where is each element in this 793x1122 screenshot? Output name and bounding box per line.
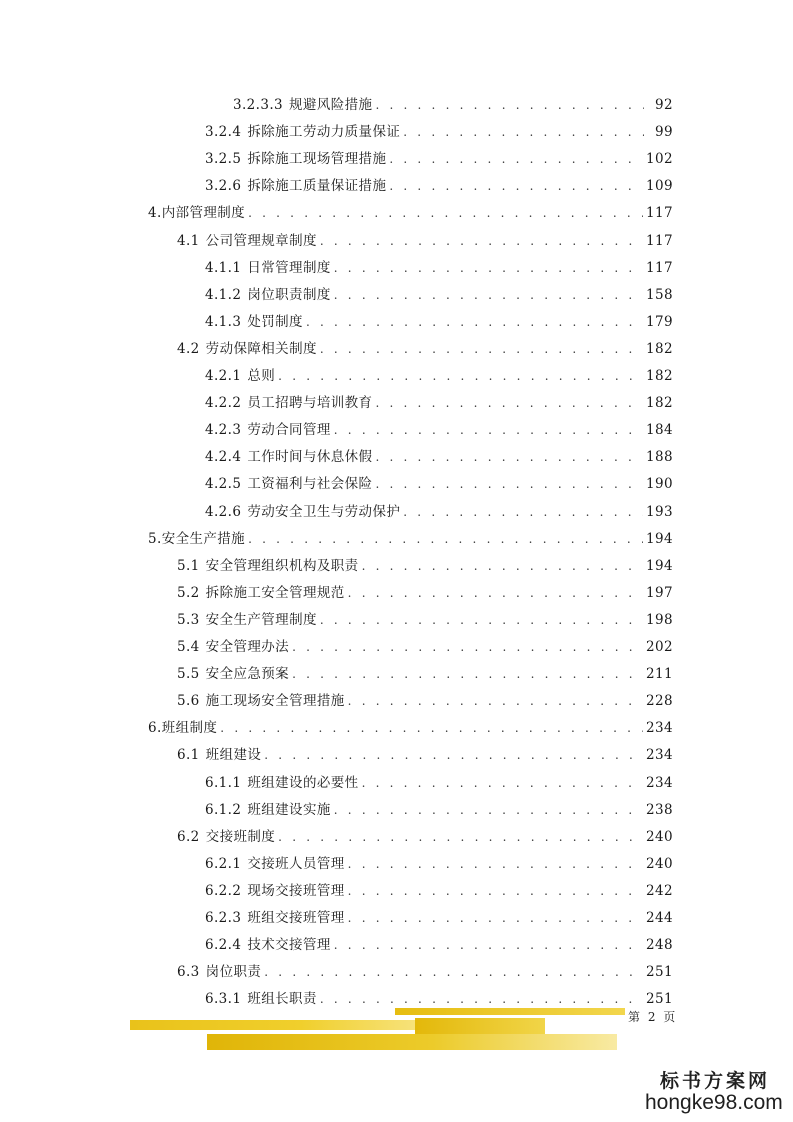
toc-page-number: 117: [646, 205, 673, 221]
toc-number: 4.2.5: [205, 476, 242, 492]
toc-page-number: 234: [646, 747, 673, 763]
toc-number: 4.2.4: [205, 449, 242, 465]
toc-page-number: 234: [646, 720, 673, 736]
toc-page-number: 238: [646, 802, 673, 818]
toc-leader-dots: [403, 121, 644, 143]
toc-page-number: 197: [646, 585, 673, 601]
toc-number: 6.1.1: [205, 775, 242, 791]
toc-title: 劳动保障相关制度: [205, 341, 317, 357]
toc-entry: [205, 365, 673, 387]
toc-number: 6.1.2: [205, 802, 242, 818]
toc-leader-dots: [375, 392, 643, 414]
toc-page-number: 190: [646, 476, 673, 492]
toc-page-number: 102: [646, 151, 673, 167]
toc-title: 安全管理办法: [205, 639, 290, 655]
toc-leader-dots: [248, 202, 643, 224]
toc-leader-dots: [278, 365, 643, 387]
toc-leader-dots: [334, 934, 643, 956]
toc-page-number: 240: [646, 829, 673, 845]
toc-entry: [205, 148, 673, 170]
toc-leader-dots: [375, 446, 643, 468]
toc-title: 规避风险措施: [289, 97, 373, 113]
footer-decor-bar: [207, 1034, 617, 1050]
toc-number: 4.1: [177, 233, 200, 249]
toc-number: 4.2.1: [205, 368, 242, 384]
toc-number: 3.2.3.3: [233, 97, 284, 113]
toc-leader-dots: [292, 663, 643, 685]
toc-title: 公司管理规章制度: [205, 233, 317, 249]
toc-title: 总则: [247, 368, 276, 384]
toc-leader-dots: [348, 582, 643, 604]
toc-number: 4.2.3: [205, 422, 242, 438]
toc-entry: [148, 202, 673, 224]
toc-page-number: 193: [646, 504, 673, 520]
toc-title: 拆除施工质量保证措施: [247, 178, 387, 194]
toc-title: 交接班人员管理: [247, 856, 345, 872]
toc-title: 拆除施工现场管理措施: [247, 151, 387, 167]
toc-leader-dots: [292, 636, 643, 658]
toc-entry: [177, 338, 673, 360]
toc-number: 4.1.3: [205, 314, 242, 330]
toc-leader-dots: [362, 555, 643, 577]
toc-leader-dots: [320, 988, 643, 1010]
toc-leader-dots: [362, 772, 643, 794]
toc-title: 班组制度: [161, 720, 218, 736]
toc-page-number: 244: [646, 910, 673, 926]
toc-page-number: 234: [646, 775, 673, 791]
toc-title: 工作时间与休息休假: [247, 449, 373, 465]
toc-number: 4.2.6: [205, 504, 242, 520]
toc-entry: [177, 230, 673, 252]
toc-entry: [205, 907, 673, 929]
toc-page-number: 194: [646, 531, 673, 547]
toc-entry: [177, 690, 673, 712]
toc-number: 6.2.2: [205, 883, 242, 899]
toc-page-number: 182: [646, 368, 673, 384]
toc-leader-dots: [264, 744, 643, 766]
toc-entry: [205, 257, 673, 279]
toc-title: 班组交接班管理: [247, 910, 345, 926]
toc-leader-dots: [348, 880, 643, 902]
toc-page-number: 240: [646, 856, 673, 872]
toc-number: 6.2.3: [205, 910, 242, 926]
toc-title: 拆除施工安全管理规范: [205, 585, 345, 601]
toc-number: 5.: [148, 531, 162, 547]
toc-number: 5.5: [177, 666, 200, 682]
toc-number: 4.2.2: [205, 395, 242, 411]
toc-title: 工资福利与社会保险: [247, 476, 373, 492]
toc-number: 6.2: [177, 829, 200, 845]
toc-leader-dots: [348, 907, 643, 929]
toc-leader-dots: [248, 528, 643, 550]
toc-page-number: 228: [646, 693, 673, 709]
toc-number: 6.2.1: [205, 856, 242, 872]
toc-page-number: 179: [646, 314, 673, 330]
toc-leader-dots: [334, 799, 643, 821]
toc-page-number: 158: [646, 287, 673, 303]
toc-entry: [177, 555, 673, 577]
toc-number: 3.2.4: [205, 124, 242, 140]
toc-entry: [177, 826, 673, 848]
toc-number: 6.: [148, 720, 162, 736]
toc-title: 岗位职责制度: [247, 287, 331, 303]
toc-page-number: 109: [646, 178, 673, 194]
toc-entry: [205, 473, 673, 495]
toc-leader-dots: [320, 609, 643, 631]
toc-title: 安全生产措施: [161, 531, 246, 547]
toc-page-number: 182: [646, 395, 673, 411]
toc-entry: [205, 988, 673, 1010]
watermark-site-name: 标书方案网: [660, 1070, 771, 1092]
toc-number: 6.1: [177, 747, 200, 763]
toc-leader-dots: [389, 175, 643, 197]
toc-leader-dots: [320, 338, 643, 360]
toc-number: 4.2: [177, 341, 200, 357]
toc-entry: [205, 772, 673, 794]
toc-leader-dots: [389, 148, 643, 170]
toc-leader-dots: [264, 961, 643, 983]
toc-leader-dots: [306, 311, 643, 333]
toc-entry: [148, 528, 673, 550]
toc-leader-dots: [348, 690, 643, 712]
toc-entry: [177, 636, 673, 658]
toc-entry: [205, 284, 673, 306]
toc-title: 安全应急预案: [205, 666, 290, 682]
toc-page-number: 211: [646, 666, 673, 682]
footer-decor-bar: [395, 1008, 625, 1015]
toc-title: 岗位职责: [205, 964, 262, 980]
toc-number: 5.4: [177, 639, 200, 655]
toc-entry: [205, 175, 673, 197]
toc-title: 现场交接班管理: [247, 883, 345, 899]
toc-leader-dots: [375, 94, 644, 116]
toc-page-number: 202: [646, 639, 673, 655]
toc-page-number: 117: [646, 233, 673, 249]
toc-page-number: 242: [646, 883, 673, 899]
toc-leader-dots: [220, 717, 643, 739]
toc-leader-dots: [334, 257, 643, 279]
toc-entry: [205, 121, 673, 143]
toc-entry: [177, 582, 673, 604]
toc-title: 劳动安全卫生与劳动保护: [247, 504, 401, 520]
toc-leader-dots: [278, 826, 643, 848]
toc-entry: [205, 853, 673, 875]
page-number-footer: 第 2 页: [628, 1010, 678, 1024]
toc-leader-dots: [375, 473, 643, 495]
toc-entry: [205, 934, 673, 956]
toc-entry: [177, 663, 673, 685]
toc-leader-dots: [320, 230, 643, 252]
toc-entry: [148, 717, 673, 739]
toc-entry: [177, 609, 673, 631]
toc-title: 安全生产管理制度: [205, 612, 317, 628]
toc-page-number: 198: [646, 612, 673, 628]
toc-number: 3.2.5: [205, 151, 242, 167]
toc-page-number: 188: [646, 449, 673, 465]
toc-entry: [205, 501, 673, 523]
toc-title: 施工现场安全管理措施: [205, 693, 345, 709]
toc-page-number: 251: [646, 964, 673, 980]
toc-number: 5.6: [177, 693, 200, 709]
toc-leader-dots: [403, 501, 643, 523]
watermark-url: hongke98.com: [645, 1091, 783, 1114]
toc-page-number: 194: [646, 558, 673, 574]
footer-decor-bar: [130, 1020, 415, 1030]
toc-entry: [205, 311, 673, 333]
toc-title: 安全管理组织机构及职责: [205, 558, 359, 574]
toc-page-number: 248: [646, 937, 673, 953]
toc-number: 5.3: [177, 612, 200, 628]
toc-number: 3.2.6: [205, 178, 242, 194]
toc-number: 4.: [148, 205, 162, 221]
toc-page-number: 251: [646, 991, 673, 1007]
toc-title: 班组建设: [205, 747, 262, 763]
toc-title: 员工招聘与培训教育: [247, 395, 373, 411]
toc-entry: [205, 446, 673, 468]
toc-leader-dots: [348, 853, 643, 875]
toc-number: 6.2.4: [205, 937, 242, 953]
toc-title: 班组长职责: [247, 991, 317, 1007]
toc-number: 6.3: [177, 964, 200, 980]
toc-page-number: 117: [646, 260, 673, 276]
toc-number: 5.2: [177, 585, 200, 601]
toc-page-number: 184: [646, 422, 673, 438]
toc-entry: [205, 880, 673, 902]
toc-entry: [205, 392, 673, 414]
toc-title: 劳动合同管理: [247, 422, 331, 438]
toc-title: 班组建设的必要性: [247, 775, 359, 791]
toc-number: 5.1: [177, 558, 200, 574]
toc-leader-dots: [334, 419, 643, 441]
toc-entry: [177, 961, 673, 983]
toc-number: 6.3.1: [205, 991, 242, 1007]
toc-entry: [177, 744, 673, 766]
toc-page-number: 182: [646, 341, 673, 357]
toc-entry: [205, 799, 673, 821]
toc-entry: [205, 419, 673, 441]
toc-title: 技术交接管理: [247, 937, 331, 953]
toc-title: 拆除施工劳动力质量保证: [247, 124, 401, 140]
toc-title: 交接班制度: [205, 829, 276, 845]
toc-leader-dots: [334, 284, 643, 306]
toc-title: 处罚制度: [247, 314, 303, 330]
toc-number: 4.1.2: [205, 287, 242, 303]
toc-entry: [233, 94, 673, 116]
toc-title: 日常管理制度: [247, 260, 331, 276]
toc-number: 4.1.1: [205, 260, 242, 276]
toc-title: 内部管理制度: [161, 205, 246, 221]
toc-title: 班组建设实施: [247, 802, 331, 818]
toc-page-number: 99: [655, 124, 673, 140]
toc-page-number: 92: [655, 97, 673, 113]
